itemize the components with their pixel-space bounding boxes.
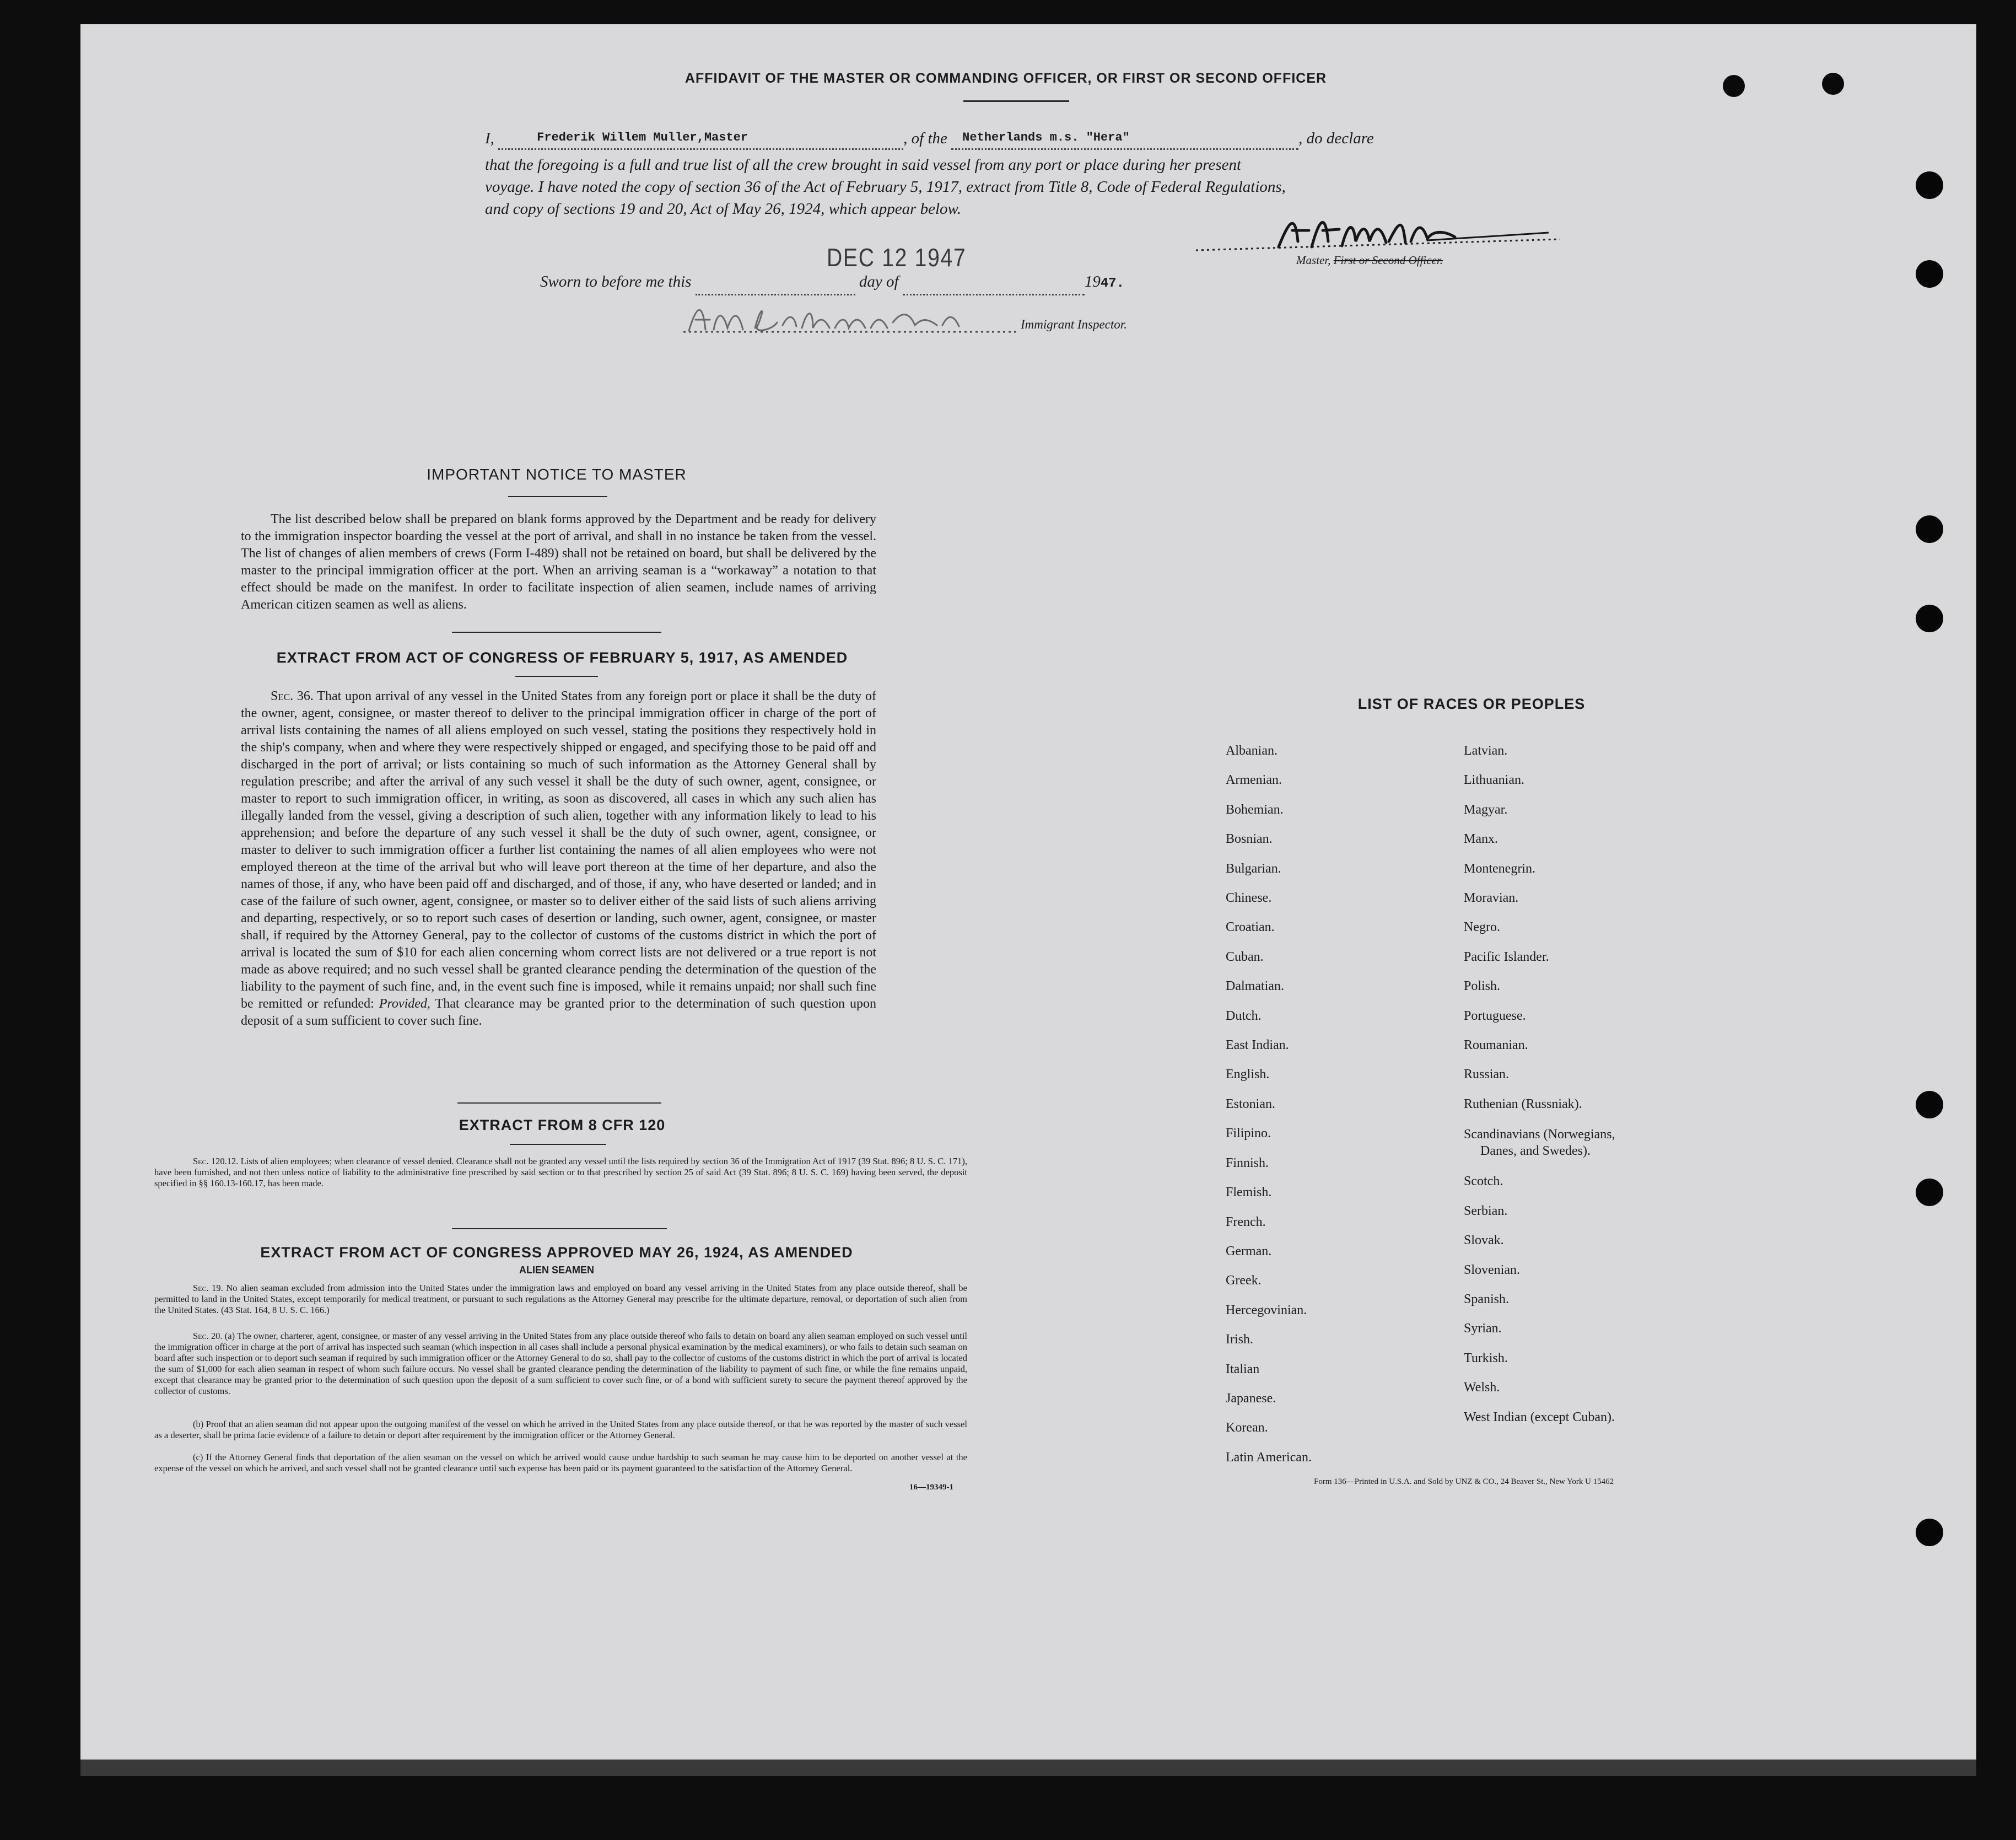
races-right-column: [1464, 736, 1772, 1432]
cfr-sec-label: Sec. 120.12.: [193, 1156, 239, 1166]
sworn-year-value: 47.: [1100, 276, 1125, 291]
race-item: Polish.: [1464, 979, 1501, 994]
cfr-title: EXTRACT FROM 8 CFR 120: [459, 1117, 666, 1133]
race-item: French.: [1226, 1214, 1266, 1229]
race-item: Greek.: [1226, 1273, 1262, 1288]
sworn-year-prefix: 19: [1084, 273, 1101, 290]
race-item: Dutch.: [1226, 1008, 1262, 1023]
races-left-column: [1226, 736, 1435, 1472]
binder-hole-1: [1723, 75, 1745, 97]
act1924-sec20a: [154, 1331, 967, 1397]
race-item: Montenegrin.: [1464, 861, 1535, 876]
race-item: Magyar.: [1464, 802, 1508, 817]
race-item: Moravian.: [1464, 891, 1519, 906]
notice-text: The list described below shall be prepared on blank forms approved by the Department and be ready for delivery to the immigration inspector boarding the vessel at the port of arrival, and shall in no instance be taken from the vessel. The list of changes of alien members of crews (Form I-489) shall not be retained on board, but shall be delivered by the master to the principal immigration officer at the port. When an arriving seaman is a “workaway” a notation to that effect should be made on the manifest. In order to facilitate inspection of alien seamen, include names of arriving American citizen seamen as well as aliens.: [241, 512, 876, 612]
race-item: Serbian.: [1464, 1203, 1508, 1218]
race-item: Hercegovinian.: [1226, 1303, 1307, 1317]
race-item: Chinese.: [1226, 891, 1272, 906]
race-item: Dalmatian.: [1226, 979, 1284, 994]
act1917-proviso-label: Provided,: [379, 997, 430, 1011]
act1924-sec19-text: No alien seaman excluded from admission into the United States under the immigration laws and employed on board any vessel arriving in the United States from any place outside thereof, shall be permitted to land in the United States, except temporarily for medical treatment, or pursuant to such regulations as the Attorney General may prescribe for the ultimate departure, removal, or deportation of such alien from the United States. (43 Stat. 164, 8 U. S. C. 166.): [154, 1283, 967, 1315]
act1917-proviso-text: That clearance may be granted prior to the determination of such question upon deposit of a sum sufficient to cover such fine.: [241, 997, 876, 1028]
act1917-title: EXTRACT FROM ACT OF CONGRESS OF FEBRUARY 5, 1917, AS AMENDED: [276, 649, 848, 666]
act1924-title: EXTRACT FROM ACT OF CONGRESS APPROVED MAY 26, 1924, AS AMENDED: [260, 1244, 853, 1261]
race-item: Finnish.: [1226, 1155, 1269, 1170]
race-item: Syrian.: [1464, 1321, 1502, 1336]
sworn-day-field: [696, 274, 855, 295]
race-item: Japanese.: [1226, 1391, 1276, 1406]
race-item: Cuban.: [1226, 949, 1264, 964]
race-item: Filipino.: [1226, 1126, 1271, 1141]
race-item: Welsh.: [1464, 1380, 1500, 1395]
declaration-suffix: , do declare: [1298, 130, 1374, 147]
master-name-field: [498, 128, 903, 150]
act1917-divider: [457, 1102, 661, 1104]
act1924-sec19-label: Sec. 19.: [193, 1283, 223, 1293]
sworn-line: [540, 270, 1124, 295]
cfr-title-rule: [510, 1144, 606, 1145]
race-item: Croatian.: [1226, 920, 1275, 935]
punch-hole-2: [1916, 260, 1943, 288]
race-item: Portuguese.: [1464, 1008, 1526, 1023]
punch-hole-5: [1916, 1091, 1943, 1118]
race-item: Danes, and Swedes).: [1480, 1144, 1591, 1159]
race-item: Scandinavians (Norwegians,: [1464, 1127, 1615, 1142]
act1917-sec-label: Sec. 36.: [271, 689, 314, 703]
notice-title: IMPORTANT NOTICE TO MASTER: [427, 466, 687, 483]
act1924-subtitle: ALIEN SEAMEN: [519, 1265, 594, 1276]
race-item: Turkish.: [1464, 1351, 1508, 1365]
race-item: Albanian.: [1226, 744, 1277, 758]
race-item: Roumanian.: [1464, 1038, 1528, 1053]
cfr-divider: [452, 1228, 667, 1229]
declaration-prefix: I,: [485, 130, 494, 147]
punch-hole-4: [1916, 605, 1943, 632]
master-role-plain: Master,: [1296, 254, 1331, 267]
affidavit-title-rule: [963, 100, 1069, 102]
race-item: Russian.: [1464, 1067, 1510, 1082]
sworn-month-field: [903, 274, 1085, 295]
declaration-line-1: [485, 127, 1543, 150]
races-title: LIST OF RACES OR PEOPLES: [1357, 696, 1586, 712]
race-item: Bosnian.: [1226, 832, 1273, 847]
race-item: Slovak.: [1464, 1233, 1504, 1248]
race-item: Manx.: [1464, 832, 1498, 847]
cfr-body: Lists of alien employees; when clearance of vessel denied. Clearance shall not be granted any vessel until the lists required by section 36 of the Immigration Act of 1917 (39 Stat. 896; 8 U. S. C. 171), have been furnished, and not then unless notice of liability to the administrative fine prescribed by said section or to that prescribed by section 25 of said Act (39 Stat. 896; 8 U. S. C. 169) having been served, the deposit specified in §§ 160.13-160.17, has been made.: [154, 1156, 968, 1188]
sworn-day-label: day of: [859, 273, 899, 290]
declaration-line-4: and copy of sections 19 and 20, Act of May 26, 1924, which appear below.: [485, 200, 961, 218]
notice-divider: [452, 632, 661, 633]
race-item: West Indian (except Cuban).: [1464, 1409, 1615, 1424]
race-item: German.: [1226, 1244, 1272, 1258]
race-item: Spanish.: [1464, 1292, 1510, 1306]
race-item: Negro.: [1464, 920, 1500, 935]
race-item: Scotch.: [1464, 1174, 1503, 1189]
race-item: East Indian.: [1226, 1038, 1289, 1053]
act1924-sec20b: (b) Proof that an alien seaman did not appear upon the outgoing manifest of the vessel on which he arrived in the United States from any place outside thereof, or that he was reported by the master of such vessel as a deserter, shall be prima facie evidence of a failure to detain or deport after requirement by the immigration officer or the Attorney General.: [154, 1419, 967, 1440]
race-item: Pacific Islander.: [1464, 949, 1549, 964]
date-stamp: DEC 12 1947: [827, 243, 967, 272]
vessel-name-value: Netherlands m.s. "Hera": [962, 131, 1130, 144]
vessel-name-field: [951, 128, 1298, 150]
cfr-text: [154, 1156, 967, 1189]
punch-hole-1: [1916, 171, 1943, 199]
sworn-prefix: Sworn to before me this: [540, 273, 692, 290]
act1924-sec20a-text: (a) The owner, charterer, agent, consignee, or master of any vessel arriving in the United States from any place outside thereof who fails to detain on board any alien seaman employed on such vessel until the immigration officer in charge at the port of arrival has inspected such seaman (which inspection in all cases shall include a personal physical examination by the medical examiners), or who fails to detain such seaman on board after such inspection or to deport such seaman if required by such immigration officer or the Attorney General to do so, shall pay to the collector of customs of the customs district in which the port of arrival is located the sum of $1,000 for each alien seaman in respect of whom such failure occurs. No vessel shall be granted clearance pending the determination of the liability to payment of such fine, or while the fine remains unpaid, except that clearance may be granted prior to the determination of such question upon the deposit of a sum sufficient to cover such fine, or of a bond with sufficient surety to secure the payment thereof approved by the collector of customs.: [154, 1331, 968, 1396]
declaration-line-3: voyage. I have noted the copy of section 36 of the Act of February 5, 1917, extract from Title 8, Code of Federal Regulations,: [485, 178, 1286, 196]
inspector-signature: [683, 298, 1025, 342]
race-item: Latin American.: [1226, 1450, 1312, 1465]
declaration-of-the: , of the: [903, 130, 947, 147]
race-item: Latvian.: [1464, 744, 1508, 758]
race-item: Irish.: [1226, 1332, 1253, 1347]
race-item: English.: [1226, 1067, 1270, 1082]
binder-hole-2: [1822, 73, 1844, 95]
act1917-body: That upon arrival of any vessel in the United States from any foreign port or place it shall be the duty of the owner, agent, consignee, or master thereof to deliver to the principal immigration officer in charge of the port of arrival lists containing the names of all aliens employed on such vessel, stating the positions they respectively hold in the ship's company, when and where they were respectively shipped or engaged, and specifying those to be paid off and discharged in the port of arrival; or lists containing so much of such information as the Attorney General shall by regulation prescribe; and after the arrival of any such vessel it shall be the duty of such owner, agent, consignee, or master to report to such immigration officer, in writing, as soon as discovered, all cases in which any such alien has illegally landed from the vessel, giving a description of such alien, together with any information likely to lead to his apprehension; and before the departure of any such vessel it shall be the duty of such owner, agent, consignee, or master to deliver to such immigration officer a further list containing the names of all alien employees who were not employed thereon at the time of the arrival but who will leave port thereon at the time of her departure, and also the names of those, if any, who have been paid off and discharged, and of those, if any, who have deserted or landed; and in case of the failure of such owner, agent, consignee, or master so to deliver either of the said lists of such aliens arriving and departing, respectively, or so to report such cases of desertion or landing, such owner, agent, consignee, or master shall, if required by the Attorney General, pay to the collector of customs of the customs district in which the port of arrival is located the sum of $10 for each alien concerning whom correct lists are not delivered or a true report is not made as above required; and no such vessel shall be granted clearance pending the determination of the question of the liability to the payment of such fine, and, in the event such fine is imposed, while it remains unpaid; nor shall such fine be remitted or refunded:: [241, 689, 876, 1011]
punch-hole-7: [1916, 1519, 1943, 1546]
race-item: Slovenian.: [1464, 1262, 1520, 1277]
race-item: Ruthenian (Russniak).: [1464, 1096, 1582, 1111]
master-role-label: [1296, 254, 1443, 267]
act1917-text: [241, 688, 876, 1030]
form-footer-note: Form 136—Printed in U.S.A. and Sold by UNZ & CO., 24 Beaver St., New York U 15462: [1314, 1477, 1614, 1486]
act1924-print-code: 16—19349-1: [909, 1483, 953, 1492]
affidavit-title: AFFIDAVIT OF THE MASTER OR COMMANDING OFFICER, OR FIRST OR SECOND OFFICER: [684, 71, 1327, 86]
race-item: Korean.: [1226, 1421, 1268, 1435]
act1917-title-rule: [515, 676, 598, 677]
race-item: Lithuanian.: [1464, 773, 1524, 788]
master-name-value: Frederik Willem Muller,Master: [537, 131, 748, 144]
act1924-sec20c: (c) If the Attorney General finds that deportation of the alien seaman on the vessel on which he arrived would cause undue hardship to such seaman he may cause him to be deported on another vessel at the expense of the vessel on which he arrived, and such vessel shall not be granted clearance until such expense has been paid or its payment guaranteed to the satisfaction of the Attorney General.: [154, 1452, 967, 1473]
race-item: Bohemian.: [1226, 802, 1284, 817]
race-item: Armenian.: [1226, 773, 1282, 788]
punch-hole-6: [1916, 1179, 1943, 1206]
page-shadow: [80, 1760, 1976, 1776]
race-item: Bulgarian.: [1226, 861, 1281, 876]
act1924-sec19: [154, 1283, 967, 1316]
race-item: Estonian.: [1226, 1096, 1275, 1111]
punch-hole-3: [1916, 515, 1943, 543]
master-role-struck: First or Second Officer.: [1333, 254, 1443, 267]
race-item: Italian: [1226, 1362, 1260, 1376]
race-item: Flemish.: [1226, 1185, 1272, 1200]
inspector-label: Immigrant Inspector.: [1021, 318, 1127, 331]
notice-title-rule: [508, 496, 607, 497]
declaration-line-2: that the foregoing is a full and true list of all the crew brought in said vessel from any port or place during her present: [485, 156, 1242, 174]
act1924-sec20-label: Sec. 20.: [193, 1331, 223, 1341]
